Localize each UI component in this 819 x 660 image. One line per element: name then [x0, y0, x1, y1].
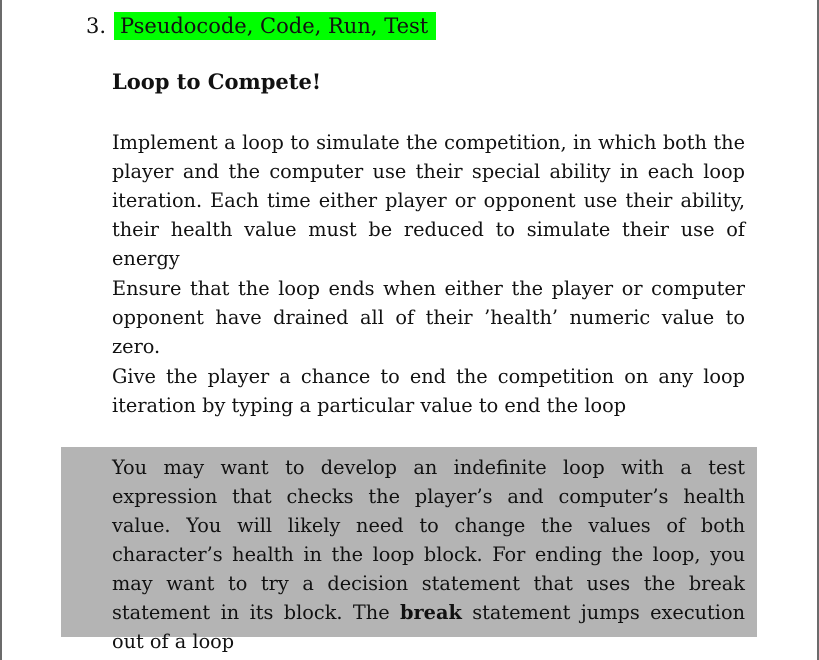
hint-paragraph [112, 453, 745, 656]
highlighted-title: Pseudocode, Code, Run, Test [114, 12, 436, 40]
hint-bold-keyword: break [400, 601, 462, 624]
paragraph-ensure-loop-ends: Ensure that the loop ends when either the player or computer opponent have drained all of their ’health’ numeric value to zero. [112, 277, 745, 358]
list-item-heading [86, 12, 436, 40]
list-item-number: 3. [86, 14, 107, 38]
paragraph-end-competition: Give the player a chance to end the competition on any loop iteration by typing a particular value to end the loop [112, 365, 745, 417]
section-heading: Loop to Compete! [112, 69, 322, 94]
paragraph-implement-loop: Implement a loop to simulate the competition, in which both the player and the computer use their special ability in each loop iteration. Each time either player or opponent use their ability, their health value must be reduced to simulate their use of energy [112, 131, 745, 270]
hint-text-end: statement jumps execution out of a loop [112, 601, 745, 653]
hint-text-start: You may want to develop an indefinite loop with a test expression that checks the player’s and computer’s health value. You will likely need to change the values of both character’s health in the loop block. For ending the loop, you may want to try a decision statement that uses the break statement in its block. The [112, 456, 745, 624]
